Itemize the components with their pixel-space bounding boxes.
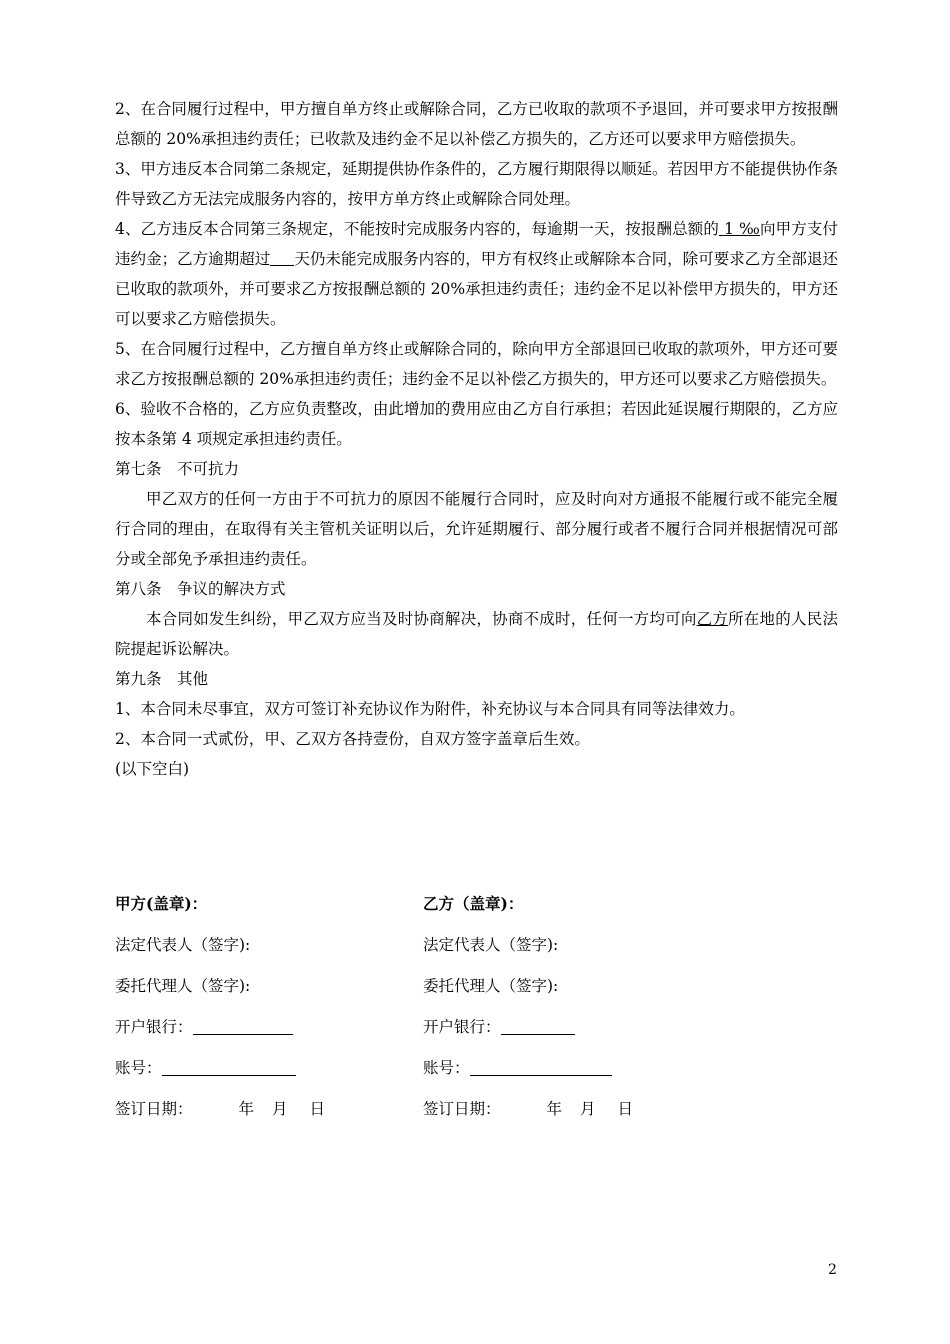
party-a-legal-rep: 法定代表人（签字): [115, 936, 251, 954]
party-a-month: 月 [272, 1100, 288, 1118]
clause-6-2: 2、在合同履行过程中，甲方擅自单方终止或解除合同，乙方已收取的款项不予退回，并可要求甲方按报酬总额的 20%承担违约责任；已收款及违约金不足以补偿乙方损失的，乙方还可以要求甲方赔偿损失。 [115, 100, 838, 148]
party-b-bank-label: 开户银行： [423, 1018, 501, 1036]
party-b-agent: 委托代理人（签字): [423, 977, 559, 995]
party-a-label: 甲方(盖章)： [115, 894, 208, 913]
contract-body [115, 94, 838, 784]
party-b-account-line [470, 1060, 612, 1077]
party-b-bank [423, 1015, 575, 1037]
bank-row [115, 1015, 835, 1056]
party-a-bank-label: 开户银行： [115, 1018, 193, 1036]
date-row [115, 1097, 835, 1138]
party-b-legal-rep: 法定代表人（签字): [423, 936, 559, 954]
party-b-year: 年 [546, 1100, 563, 1118]
clause-6-4 [115, 214, 838, 334]
signature-block [115, 892, 835, 1138]
party-b-label: 乙方（盖章)： [423, 894, 524, 913]
article-9-item-2: 2、本合同一式贰份，甲、乙双方各持壹份，自双方签字盖章后生效。 [115, 730, 590, 748]
article-7-body: 甲乙双方的任何一方由于不可抗力的原因不能履行合同时，应及时向对方通报不能履行或不能完全履行合同的理由，在取得有关主管机关证明以后，允许延期履行、部分履行或者不履行合同并根据情况可部分或全部免予承担违约责任。 [115, 490, 838, 568]
party-a-bank [115, 1015, 293, 1037]
party-a-date [115, 1097, 325, 1119]
clause-6-4-text-a: 4、乙方违反本合同第三条规定，不能按时完成服务内容的，每逾期一天，按报酬总额的 [115, 220, 720, 238]
account-row [115, 1056, 835, 1097]
party-a-date-label: 签订日期： [115, 1100, 193, 1118]
party-a-year: 年 [238, 1100, 255, 1118]
party-a-account [115, 1056, 296, 1078]
article-9-title: 第九条 其他 [115, 670, 209, 688]
penalty-rate: 1 ‰ [719, 220, 760, 238]
page-number: 2 [828, 1262, 837, 1278]
party-a-agent: 委托代理人（签字): [115, 977, 251, 995]
jurisdiction-party: 乙方 [696, 610, 729, 628]
clause-6-4-text-b: 向甲方支付违约金；乙方逾期超过 [115, 220, 838, 268]
article-7-title: 第七条 不可抗力 [115, 460, 240, 478]
article-8-text-a: 本合同如发生纠纷，甲乙双方应当及时协商解决，协商不成时，任何一方均可向 [146, 610, 697, 628]
article-8-body [115, 604, 838, 664]
legal-rep-row [115, 933, 835, 974]
blank-note: (以下空白) [115, 760, 190, 778]
party-b-month: 月 [580, 1100, 596, 1118]
party-b-day: 日 [617, 1100, 634, 1118]
article-9-item-1: 1、本合同未尽事宜，双方可签订补充协议作为附件，补充协议与本合同具有同等法律效力。 [115, 700, 745, 718]
clause-6-6: 6、验收不合格的，乙方应负责整改，由此增加的费用应由乙方自行承担；若因此延误履行期限的，乙方应按本条第 4 项规定承担违约责任。 [115, 400, 838, 448]
party-a-account-line [162, 1060, 296, 1077]
article-8-text-b: 所在地的人民法院提起诉讼解决。 [115, 610, 838, 658]
overdue-days-blank [270, 250, 294, 267]
article-8-title: 第八条 争议的解决方式 [115, 580, 286, 598]
signature-party-row [115, 892, 835, 933]
clause-6-5: 5、在合同履行过程中，乙方擅自单方终止或解除合同的，除向甲方全部退回已收取的款项外，甲方还可要求乙方按报酬总额的 20%承担违约责任；违约金不足以补偿乙方损失的，甲方还可以要求乙方赔偿损失。 [115, 340, 838, 388]
clause-6-3: 3、甲方违反本合同第二条规定，延期提供协作条件的，乙方履行期限得以顺延。若因甲方不能提供协作条件导致乙方无法完成服务内容的，按甲方单方终止或解除合同处理。 [115, 160, 838, 208]
party-a-bank-line [193, 1019, 293, 1036]
party-b-account [423, 1056, 612, 1078]
party-b-date [423, 1097, 633, 1119]
party-a-day: 日 [309, 1100, 326, 1118]
clause-6-4-text-c: 天仍未能完成服务内容的，甲方有权终止或解除本合同，除可要求乙方全部退还已收取的款项外，并可要求乙方按报酬总额的 20%承担违约责任；违约金不足以补偿甲方损失的，甲方还可以要求乙方赔偿损失。 [115, 250, 838, 328]
party-b-date-label: 签订日期： [423, 1100, 501, 1118]
party-b-bank-line [501, 1019, 575, 1036]
party-a-account-label: 账号： [115, 1059, 162, 1077]
party-b-account-label: 账号： [423, 1059, 470, 1077]
agent-row [115, 974, 835, 1015]
